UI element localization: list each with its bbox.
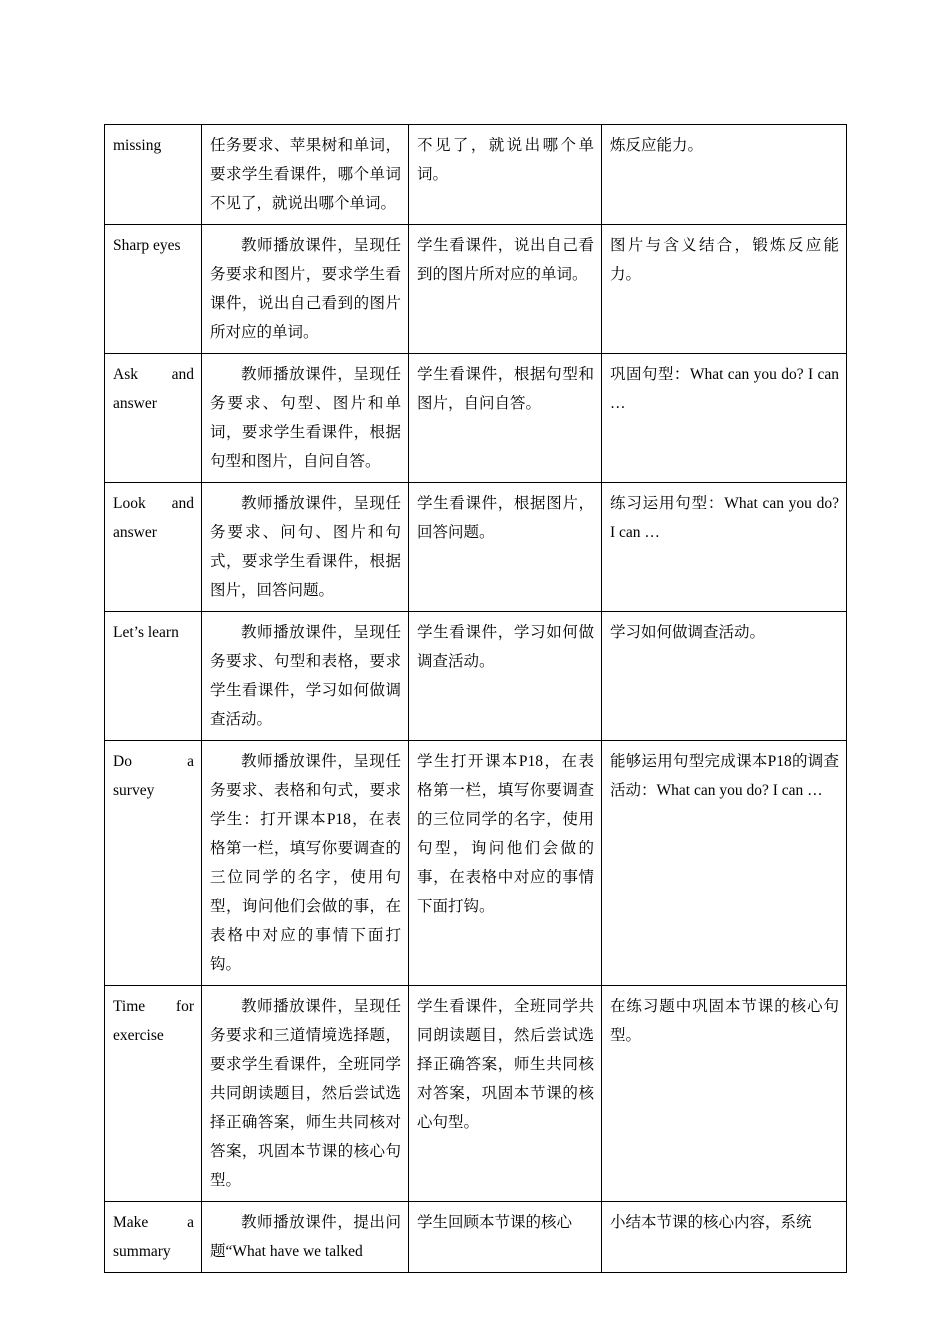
table-row [105, 612, 847, 741]
student-activity-cell: 学生打开课本P18，在表格第一栏，填写你要调查的三位同学的名字，使用句型，询问他们会做的事，在表格中对应的事情下面打钩。 [409, 741, 602, 986]
teacher-activity-cell: 任务要求、苹果树和单词，要求学生看课件，哪个单词不见了，就说出哪个单词。 [202, 125, 409, 225]
student-activity-cell: 学生看课件，根据图片，回答问题。 [409, 483, 602, 612]
step-name-cell [105, 1202, 202, 1273]
teacher-activity-cell: 教师播放课件，呈现任务要求和图片，要求学生看课件，说出自己看到的图片所对应的单词。 [202, 225, 409, 354]
step-name-cell [105, 986, 202, 1202]
step-name-line: exercise [113, 1027, 164, 1044]
step-name-line: Sharp eyes [113, 237, 181, 254]
step-name-line: Time for [113, 998, 194, 1015]
design-purpose-cell: 在练习题中巩固本节课的核心句型。 [602, 986, 847, 1202]
step-name-cell [105, 741, 202, 986]
design-purpose-cell: 小结本节课的核心内容，系统 [602, 1202, 847, 1273]
step-name-cell [105, 125, 202, 225]
step-name-line: Ask and [113, 366, 194, 383]
table-row [105, 741, 847, 986]
design-purpose-cell: 练习运用句型：What can you do? I can … [602, 483, 847, 612]
teacher-activity-cell: 教师播放课件，呈现任务要求和三道情境选择题，要求学生看课件，全班同学共同朗读题目，然后尝试选择正确答案，师生共同核对答案，巩固本节课的核心句型。 [202, 986, 409, 1202]
step-name-line: answer [113, 395, 157, 412]
design-purpose-cell: 学习如何做调查活动。 [602, 612, 847, 741]
table-row [105, 125, 847, 225]
step-name-line: Do a [113, 753, 194, 770]
table-row [105, 1202, 847, 1273]
teacher-activity-cell: 教师播放课件，呈现任务要求、句型、图片和单词，要求学生看课件，根据句型和图片，自问自答。 [202, 354, 409, 483]
table-row [105, 225, 847, 354]
design-purpose-cell: 炼反应能力。 [602, 125, 847, 225]
teacher-activity-cell: 教师播放课件，呈现任务要求、表格和句式，要求学生：打开课本P18，在表格第一栏，填写你要调查的三位同学的名字，使用句型，询问他们会做的事，在表格中对应的事情下面打钩。 [202, 741, 409, 986]
table-body [105, 125, 847, 1273]
teacher-activity-cell: 教师播放课件，提出问题“What have we talked [202, 1202, 409, 1273]
student-activity-cell: 学生看课件，学习如何做调查活动。 [409, 612, 602, 741]
design-purpose-cell: 能够运用句型完成课本P18的调查活动：What can you do? I can … [602, 741, 847, 986]
step-name-line: answer [113, 524, 157, 541]
table-row [105, 986, 847, 1202]
step-name-line: missing [113, 137, 162, 154]
step-name-cell [105, 483, 202, 612]
table-row [105, 483, 847, 612]
lesson-plan-table [104, 124, 847, 1273]
design-purpose-cell: 图片与含义结合，锻炼反应能力。 [602, 225, 847, 354]
teacher-activity-cell: 教师播放课件，呈现任务要求、问句、图片和句式，要求学生看课件，根据图片，回答问题。 [202, 483, 409, 612]
student-activity-cell: 学生看课件，说出自己看到的图片所对应的单词。 [409, 225, 602, 354]
student-activity-cell: 学生看课件，全班同学共同朗读题目，然后尝试选择正确答案，师生共同核对答案，巩固本节课的核心句型。 [409, 986, 602, 1202]
step-name-cell [105, 612, 202, 741]
step-name-line: Look and [113, 495, 194, 512]
step-name-line: summary [113, 1243, 171, 1260]
student-activity-cell: 学生看课件，根据句型和图片，自问自答。 [409, 354, 602, 483]
table-row [105, 354, 847, 483]
step-name-cell [105, 225, 202, 354]
step-name-cell [105, 354, 202, 483]
design-purpose-cell: 巩固句型：What can you do? I can … [602, 354, 847, 483]
step-name-line: Make a [113, 1214, 194, 1231]
teacher-activity-cell: 教师播放课件，呈现任务要求、句型和表格，要求学生看课件，学习如何做调查活动。 [202, 612, 409, 741]
student-activity-cell: 不见了，就说出哪个单词。 [409, 125, 602, 225]
step-name-line: Let’s learn [113, 624, 179, 641]
step-name-line: survey [113, 782, 155, 799]
student-activity-cell: 学生回顾本节课的核心 [409, 1202, 602, 1273]
